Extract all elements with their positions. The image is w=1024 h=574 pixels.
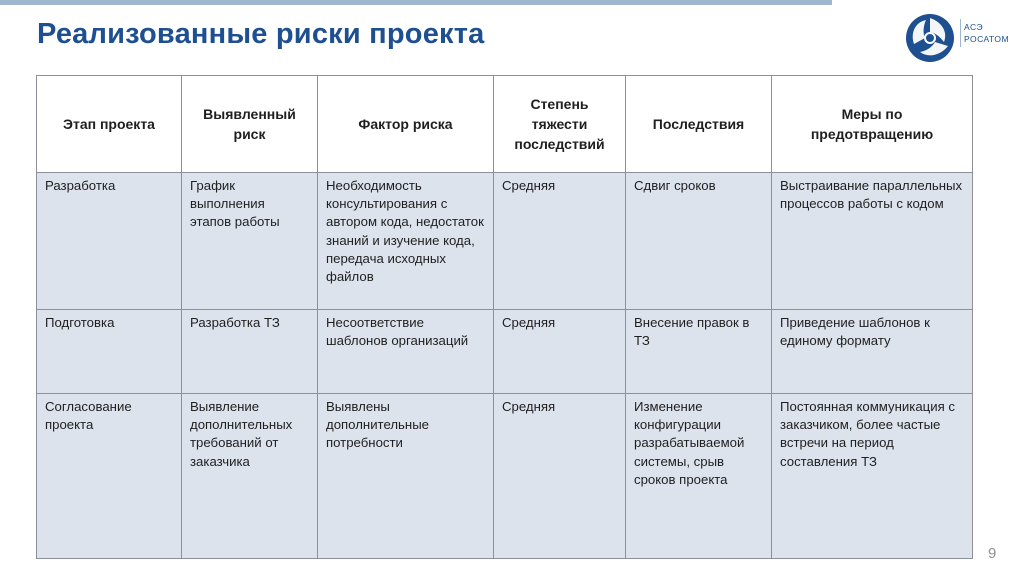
- logo-divider: [960, 19, 961, 47]
- cell-stage: Согласование проекта: [37, 394, 182, 559]
- cell-identified-risk: Выявление дополнительных требований от заказчика: [182, 394, 318, 559]
- header-identified-risk: Выявленный риск: [182, 76, 318, 173]
- page-title: Реализованные риски проекта: [37, 18, 485, 50]
- cell-severity: Средняя: [494, 394, 626, 559]
- table-row: [37, 394, 973, 559]
- header-consequences: Последствия: [626, 76, 772, 173]
- cell-stage: Подготовка: [37, 310, 182, 394]
- logo-line-2: РОСАТОМ: [964, 34, 1010, 44]
- top-accent-bar: [0, 0, 832, 5]
- cell-severity: Средняя: [494, 173, 626, 310]
- cell-prevention: Приведение шаблонов к единому формату: [772, 310, 973, 394]
- cell-identified-risk: Разработка ТЗ: [182, 310, 318, 394]
- cell-consequences: Внесение правок в ТЗ: [626, 310, 772, 394]
- header-stage: Этап проекта: [37, 76, 182, 173]
- risk-table: [36, 75, 973, 559]
- cell-identified-risk: График выполнения этапов работы: [182, 173, 318, 310]
- logo-text: [964, 21, 1009, 45]
- page-number: 9: [988, 545, 997, 562]
- header-prevention: Меры по предотвращению: [772, 76, 973, 173]
- cell-prevention: Выстраивание параллельных процессов работы с кодом: [772, 173, 973, 310]
- table-row: [37, 173, 973, 310]
- cell-risk-factor: Несоответствие шаблонов организаций: [318, 310, 494, 394]
- cell-prevention: Постоянная коммуникация с заказчиком, более частые встречи на период составления ТЗ: [772, 394, 973, 559]
- cell-severity: Средняя: [494, 310, 626, 394]
- table-row: [37, 310, 973, 394]
- cell-risk-factor: Необходимость консультирования с автором кода, недостаток знаний и изучение кода, передача исходных файлов: [318, 173, 494, 310]
- table-header-row: [37, 76, 973, 173]
- rosatom-atom-icon: [904, 12, 956, 64]
- cell-risk-factor: Выявлены дополнительные потребности: [318, 394, 494, 559]
- header-risk-factor: Фактор риска: [318, 76, 494, 173]
- header-severity: Степень тяжести последствий: [494, 76, 626, 173]
- logo-line-1: АСЭ: [964, 22, 984, 32]
- cell-consequences: Сдвиг сроков: [626, 173, 772, 310]
- cell-consequences: Изменение конфигурации разрабатываемой системы, срыв сроков проекта: [626, 394, 772, 559]
- cell-stage: Разработка: [37, 173, 182, 310]
